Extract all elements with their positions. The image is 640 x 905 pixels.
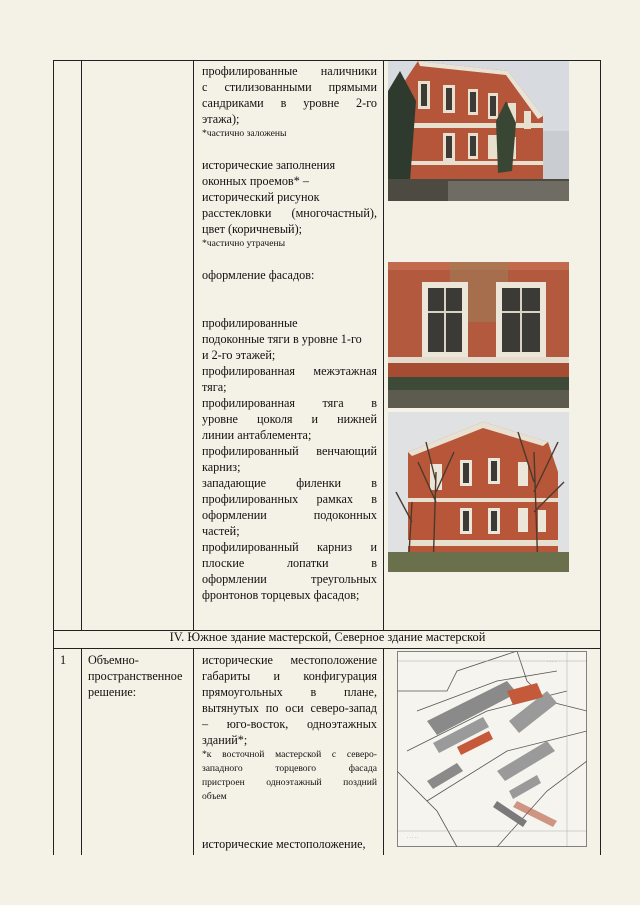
section-row-bottom	[53, 648, 601, 649]
text-line: фронтонов торцевых фасадов;	[202, 588, 360, 602]
text-line: расстекловки (многочастный),	[202, 206, 377, 220]
text-line: уровне цоколя и нижней	[202, 412, 377, 426]
row-name-line: Объемно-	[88, 653, 139, 667]
column-divider-1	[81, 60, 82, 630]
text-line: зданий*;	[202, 733, 248, 747]
text-line: оформление фасадов:	[202, 268, 315, 282]
column-divider-1b	[81, 648, 82, 855]
text-line: оформлении треугольных	[202, 572, 377, 586]
text-line: исторический рисунок	[202, 190, 320, 204]
column-divider-2	[193, 60, 194, 630]
text-line: западающие филенки в	[202, 476, 377, 490]
blank-line	[202, 251, 377, 267]
text-line: плоские лопатки в	[202, 556, 377, 570]
text-line: исторические местоположение,	[202, 837, 366, 851]
row-name-line: пространственное	[88, 669, 183, 683]
section-header: IV. Южное здание мастерской, Северное здание мастерской	[169, 630, 486, 644]
site-plan-map	[397, 651, 587, 847]
text-line: тяга;	[202, 380, 227, 394]
building-trees-photo	[388, 412, 569, 572]
footnote-line: *частично утрачены	[202, 238, 286, 249]
text-line: профилированная межэтажная	[202, 364, 377, 378]
text-line: сандриками в уровне 2-го	[202, 96, 377, 110]
blank-line	[202, 283, 377, 299]
text-line: оконных проемов* –	[202, 174, 309, 188]
blank-line	[202, 141, 377, 157]
footnote-line: пристроен одноэтажный поздний	[202, 777, 377, 788]
text-line: линии антаблемента;	[202, 428, 312, 442]
text-line: вытянутых по оси северо-запад	[202, 701, 377, 715]
text-line: и 2-го этажей;	[202, 348, 276, 362]
text-line: карниз;	[202, 460, 241, 474]
svg-text:· · · · ·: · · · · ·	[407, 835, 419, 840]
windows-facade-photo	[388, 262, 569, 408]
footnote-line: объем	[202, 791, 227, 802]
text-line: профилированные	[202, 316, 298, 330]
svg-text:· · · ·: · · · ·	[547, 659, 556, 664]
blank-line	[202, 820, 377, 836]
text-line: профилированных рамках в	[202, 492, 377, 506]
footnote-line: западного торцевого фасада	[202, 763, 377, 774]
row-name-line: решение:	[88, 685, 137, 699]
text-line: профилированная тяга в	[202, 396, 377, 410]
footnote-line: *к восточной мастерской с северо-	[202, 749, 377, 760]
text-line: профилированные наличники	[202, 64, 377, 78]
text-line: частей;	[202, 524, 240, 538]
text-line: профилированный карниз и	[202, 540, 377, 554]
table-border-left	[53, 60, 54, 855]
row-number: 1	[60, 653, 67, 667]
text-line: с стилизованными прямыми	[202, 80, 377, 94]
text-line: исторические местоположение	[202, 653, 377, 667]
text-line: габариты и конфигурация	[202, 669, 377, 683]
top-description-cell	[202, 63, 377, 603]
text-line: подоконные тяги в уровне 1-го	[202, 332, 362, 346]
building-corner-photo	[388, 61, 569, 201]
text-line: – юго-восток, одноэтажных	[202, 717, 377, 731]
text-line: профилированный венчающий	[202, 444, 377, 458]
column-divider-2b	[193, 648, 194, 855]
text-line: оформлении подоконных	[202, 508, 377, 522]
column-divider-3	[383, 60, 384, 630]
column-divider-3b	[383, 648, 384, 855]
row-description-cell	[202, 652, 377, 852]
table-border-right	[600, 60, 601, 855]
footnote-line: *частично заложены	[202, 128, 287, 139]
text-line: исторические заполнения	[202, 158, 336, 172]
text-line: цвет (коричневый);	[202, 222, 303, 236]
blank-line	[202, 299, 377, 315]
row-name-cell	[88, 652, 192, 700]
text-line: этажа);	[202, 112, 240, 126]
text-line: прямоугольных в плане,	[202, 685, 377, 699]
blank-line	[202, 804, 377, 820]
